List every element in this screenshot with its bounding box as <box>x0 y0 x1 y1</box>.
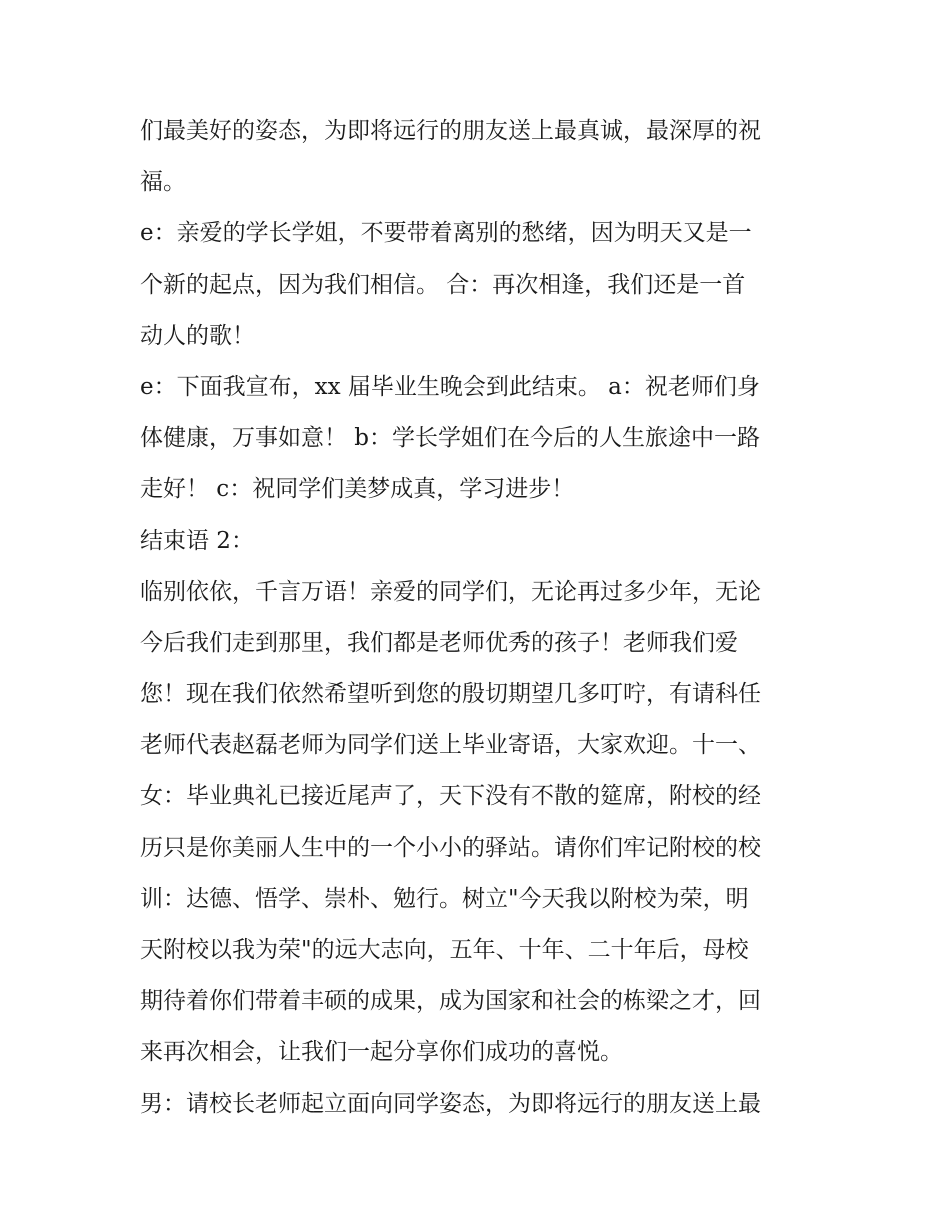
text-line: 临别依依，千言万语！亲爱的同学们，无论再过多少年，无论 <box>140 578 761 605</box>
text-line: 男：请校长老师起立面向同学姿态，为即将远行的朋友送上最 <box>140 1090 761 1117</box>
text-line: 期待着你们带着丰硕的成果，成为国家和社会的栋梁之才，回 <box>140 988 761 1015</box>
text-line: 老师代表赵磊老师为同学们送上毕业寄语，大家欢迎。十一、 <box>140 732 761 759</box>
document-body <box>140 106 820 1130</box>
text-line: e：下面我宣布，xx 届毕业生晚会到此结束。 a：祝老师们身 <box>140 373 760 400</box>
text-line: 福。 <box>140 169 186 196</box>
text-line: 个新的起点，因为我们相信。 合：再次相逢，我们还是一首 <box>140 271 746 298</box>
text-line: 走好！ c：祝同学们美梦成真，学习进步！ <box>140 476 575 503</box>
text-line: 训：达德、悟学、崇朴、勉行。树立"今天我以附校为荣，明 <box>140 885 749 912</box>
text-line: 女：毕业典礼已接近尾声了，天下没有不散的筵席，附校的经 <box>140 783 761 810</box>
text-line: 天附校以我为荣"的远大志向，五年、十年、二十年后，母校 <box>140 937 749 963</box>
text-line: 动人的歌！ <box>140 322 255 349</box>
text-line: 您！现在我们依然希望听到您的殷切期望几多叮咛，有请科任 <box>140 681 761 708</box>
text-line: 今后我们走到那里，我们都是老师优秀的孩子！老师我们爱 <box>140 629 738 656</box>
text-line: 体健康，万事如意！ b：学长学姐们在今后的人生旅途中一路 <box>140 425 761 452</box>
text-line: 们最美好的姿态，为即将远行的朋友送上最真诚，最深厚的祝 <box>140 118 761 144</box>
text-line: 来再次相会，让我们一起分享你们成功的喜悦。 <box>140 1039 623 1066</box>
text-line: 历只是你美丽人生中的一个小小的驿站。请你们牢记附校的校 <box>140 834 761 861</box>
text-line: e：亲爱的学长学姐，不要带着离别的愁绪，因为明天又是一 <box>140 220 752 247</box>
section-heading: 结束语 2： <box>140 527 254 554</box>
